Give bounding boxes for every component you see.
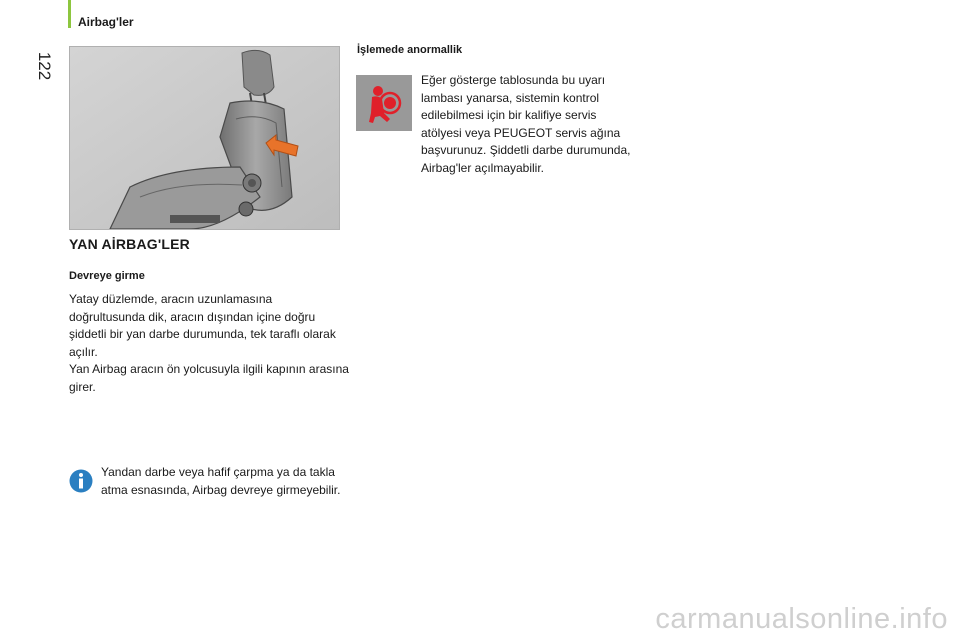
paragraph: Yatay düzlemde, aracın uzunlamasına doğrultusunda dik, aracın dışından içine doğru şiddetli bir yan darbe durumunda, tek taraflı olarak açılır. xyxy=(69,292,336,359)
info-icon xyxy=(69,469,93,493)
header-title: Airbag'ler xyxy=(78,15,134,29)
header-accent-bar xyxy=(68,0,71,28)
body-text xyxy=(69,291,349,396)
section-title: YAN AİRBAG'LER xyxy=(69,236,190,252)
airbag-warning-lamp-icon xyxy=(356,75,412,131)
watermark: carmanualsonline.info xyxy=(655,603,948,635)
paragraph: Yan Airbag aracın ön yolcusuyla ilgili kapının arasına girer. xyxy=(69,362,349,394)
page-number: 122 xyxy=(35,51,54,81)
subsection-title: Devreye girme xyxy=(69,270,145,282)
right-section-title: İşlemede anormallik xyxy=(357,44,463,56)
right-body-text: Eğer gösterge tablosunda bu uyarı lambası yanarsa, sistemin kontrol edilebilmesi için bir kalifiye servis atölyesi veya PEUGEOT servis ağına başvurunuz. Şiddetli darbe durumunda, Airbag'ler açılmayabilir. xyxy=(421,73,631,175)
seat-illustration xyxy=(69,46,340,230)
info-note: Yandan darbe veya hafif çarpma ya da takla atma esnasında, Airbag devreye girmeyebilir. xyxy=(101,465,341,497)
